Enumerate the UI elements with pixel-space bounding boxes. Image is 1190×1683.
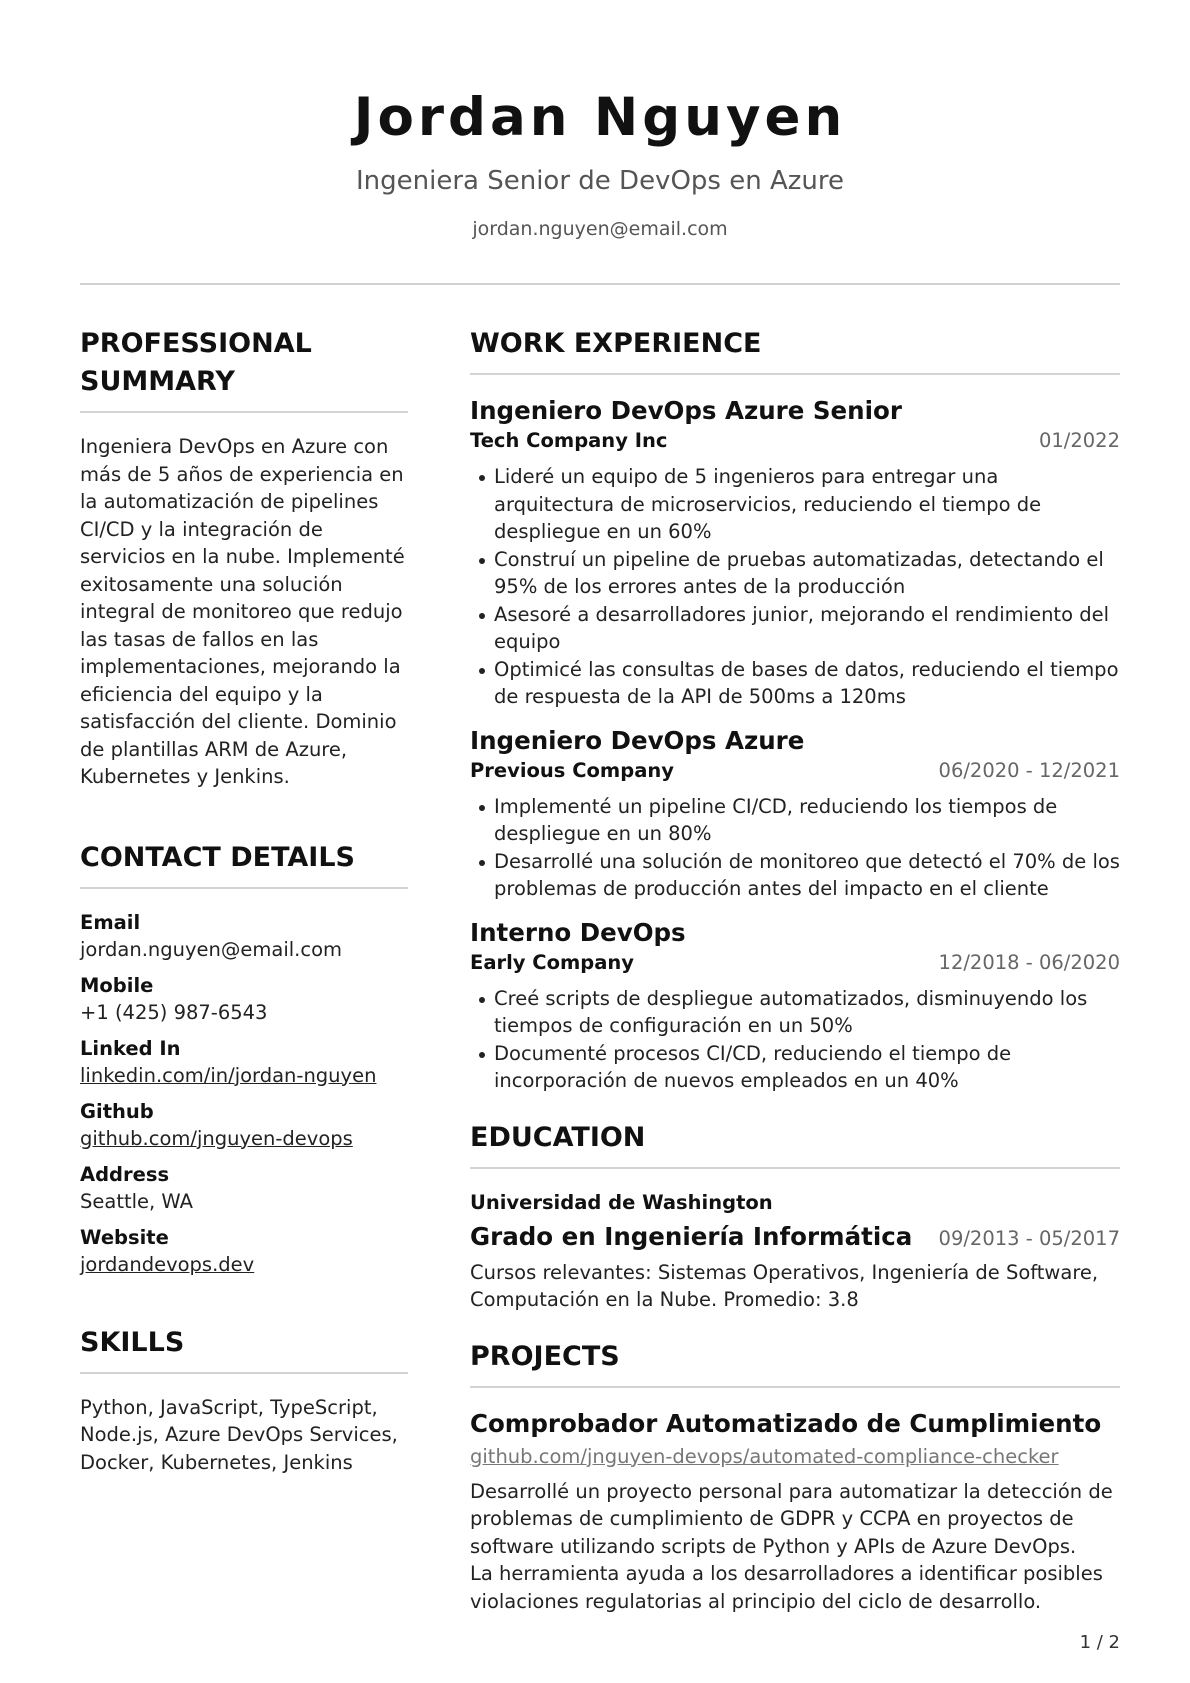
contact-label: Mobile bbox=[80, 973, 154, 997]
contact-address bbox=[80, 1161, 408, 1215]
contact-label: Email bbox=[80, 910, 141, 934]
section-divider bbox=[470, 1386, 1120, 1388]
job-bullets bbox=[470, 793, 1120, 903]
job-company: Early Company bbox=[470, 950, 635, 974]
education-row bbox=[470, 1221, 1120, 1253]
job-bullet: Lideré un equipo de 5 ingenieros para entregar una arquitectura de microservicios, reduciendo el tiempo de despliegue en un 60% bbox=[470, 463, 1120, 546]
contact-mobile bbox=[80, 972, 408, 1026]
contact-mobile-value: +1 (425) 987-6543 bbox=[80, 1000, 268, 1024]
job-title: Interno DevOps bbox=[470, 917, 686, 947]
candidate-name: Jordan Nguyen bbox=[353, 87, 847, 148]
job-entry bbox=[470, 725, 1120, 903]
section-divider bbox=[470, 373, 1120, 375]
job-bullet: Implementé un pipeline CI/CD, reduciendo los tiempos de despliegue en un 80% bbox=[470, 793, 1120, 848]
job-meta bbox=[470, 427, 1120, 455]
summary-section bbox=[80, 325, 408, 791]
contact-github bbox=[80, 1098, 408, 1152]
education-notes: Cursos relevantes: Sistemas Operativos, Ingeniería de Software, Computación en la Nube. Promedio: 3.8 bbox=[470, 1260, 1099, 1311]
job-bullets bbox=[470, 985, 1120, 1095]
job-date: 01/2022 bbox=[1038, 429, 1120, 452]
candidate-title: Ingeniera Senior de DevOps en Azure bbox=[355, 166, 844, 196]
page-number: 1 / 2 bbox=[1079, 1632, 1120, 1653]
left-column bbox=[80, 325, 408, 1476]
github-link[interactable]: github.com/jnguyen-devops bbox=[80, 1126, 353, 1150]
contact-label: Github bbox=[80, 1099, 154, 1123]
project-title: Comprobador Automatizado de Cumplimiento bbox=[470, 1408, 1102, 1438]
project-description-line: La herramienta ayuda a los desarrolladores a identificar posibles violaciones regulatorias al principio del ciclo de desarrollo. bbox=[470, 1562, 1103, 1613]
education-date: 09/2013 - 05/2017 bbox=[938, 1226, 1120, 1250]
contact-website bbox=[80, 1224, 408, 1278]
contact-linkedin bbox=[80, 1035, 408, 1089]
section-divider bbox=[80, 887, 408, 889]
project-description bbox=[470, 1478, 1120, 1616]
contact-address-value: Seattle, WA bbox=[80, 1189, 193, 1213]
job-company: Tech Company Inc bbox=[470, 429, 668, 452]
section-divider bbox=[470, 1167, 1120, 1169]
job-company: Previous Company bbox=[470, 758, 674, 782]
section-divider bbox=[80, 411, 408, 413]
section-divider bbox=[80, 1372, 408, 1374]
summary-text: Ingeniera DevOps en Azure con más de 5 años de experiencia en la automatización de pipelines CI/CD y la integración de servicios en la nube. Implementé exitosamente una solución integral de monitoreo que redujo las tasas de fallos en las implementaciones, mejorando la eficiencia del equipo y la satisfacción del cliente. Dominio de plantillas ARM de Azure, Kubernetes y Jenkins. bbox=[80, 435, 405, 788]
job-bullets bbox=[470, 463, 1120, 711]
education-school: Universidad de Washington bbox=[470, 1190, 773, 1214]
skills-section bbox=[80, 1324, 408, 1477]
job-bullet: Creé scripts de despliegue automatizados, disminuyendo los tiempos de configuración en un 50% bbox=[470, 985, 1120, 1040]
education-section bbox=[470, 1119, 1120, 1314]
job-bullet: Desarrollé una solución de monitoreo que detectó el 70% de los problemas de producción antes del impacto en el cliente bbox=[470, 848, 1120, 903]
work-heading: WORK EXPERIENCE bbox=[470, 328, 762, 359]
website-link[interactable]: jordandevops.dev bbox=[80, 1252, 255, 1276]
header-email[interactable]: jordan.nguyen@email.com bbox=[472, 218, 728, 240]
contact-section bbox=[80, 839, 408, 1278]
job-meta bbox=[470, 757, 1120, 785]
job-bullet: Documenté procesos CI/CD, reduciendo el tiempo de incorporación de nuevos empleados en un 40% bbox=[470, 1040, 1120, 1095]
right-column bbox=[470, 325, 1120, 1615]
projects-heading: PROJECTS bbox=[470, 1340, 620, 1372]
skills-text: Python, JavaScript, TypeScript, Node.js, Azure DevOps Services, Docker, Kubernetes, Jenkins bbox=[80, 1395, 398, 1474]
project-link[interactable]: github.com/jnguyen-devops/automated-compliance-checker bbox=[470, 1444, 1059, 1468]
header-divider bbox=[80, 283, 1120, 285]
linkedin-link[interactable]: linkedin.com/in/jordan-nguyen bbox=[80, 1063, 377, 1087]
job-date: 06/2020 - 12/2021 bbox=[938, 758, 1120, 782]
contact-label: Address bbox=[80, 1162, 170, 1186]
contact-label: Website bbox=[80, 1225, 169, 1249]
education-heading: EDUCATION bbox=[470, 1121, 646, 1153]
contact-email-value[interactable]: jordan.nguyen@email.com bbox=[80, 937, 343, 961]
job-meta bbox=[470, 949, 1120, 977]
contact-label: Linked In bbox=[80, 1036, 181, 1060]
contact-heading: CONTACT DETAILS bbox=[80, 841, 355, 873]
job-bullet: Optimicé las consultas de bases de datos, reduciendo el tiempo de respuesta de la API de 500ms a 120ms bbox=[470, 656, 1120, 711]
projects-section bbox=[470, 1338, 1120, 1616]
job-bullet: Asesoré a desarrolladores junior, mejorando el rendimiento del equipo bbox=[470, 601, 1120, 656]
resume-header bbox=[80, 82, 1120, 242]
contact-list bbox=[80, 909, 408, 1278]
education-degree: Grado en Ingeniería Informática bbox=[470, 1221, 913, 1251]
summary-heading: PROFESSIONAL SUMMARY bbox=[80, 328, 312, 397]
skills-heading: SKILLS bbox=[80, 1326, 185, 1358]
contact-email bbox=[80, 909, 408, 963]
work-section bbox=[470, 325, 1120, 1095]
job-entry bbox=[470, 917, 1120, 1095]
job-bullet: Construí un pipeline de pruebas automatizadas, detectando el 95% de los errores antes de la producción bbox=[470, 546, 1120, 601]
project-description-line: Desarrollé un proyecto personal para automatizar la detección de problemas de cumplimiento de GDPR y CCPA en proyectos de software utilizando scripts de Python y APIs de Azure DevOps. bbox=[470, 1479, 1113, 1558]
job-date: 12/2018 - 06/2020 bbox=[938, 950, 1120, 974]
job-title: Ingeniero DevOps Azure Senior bbox=[470, 396, 902, 425]
job-entry bbox=[470, 395, 1120, 711]
job-title: Ingeniero DevOps Azure bbox=[470, 725, 805, 755]
